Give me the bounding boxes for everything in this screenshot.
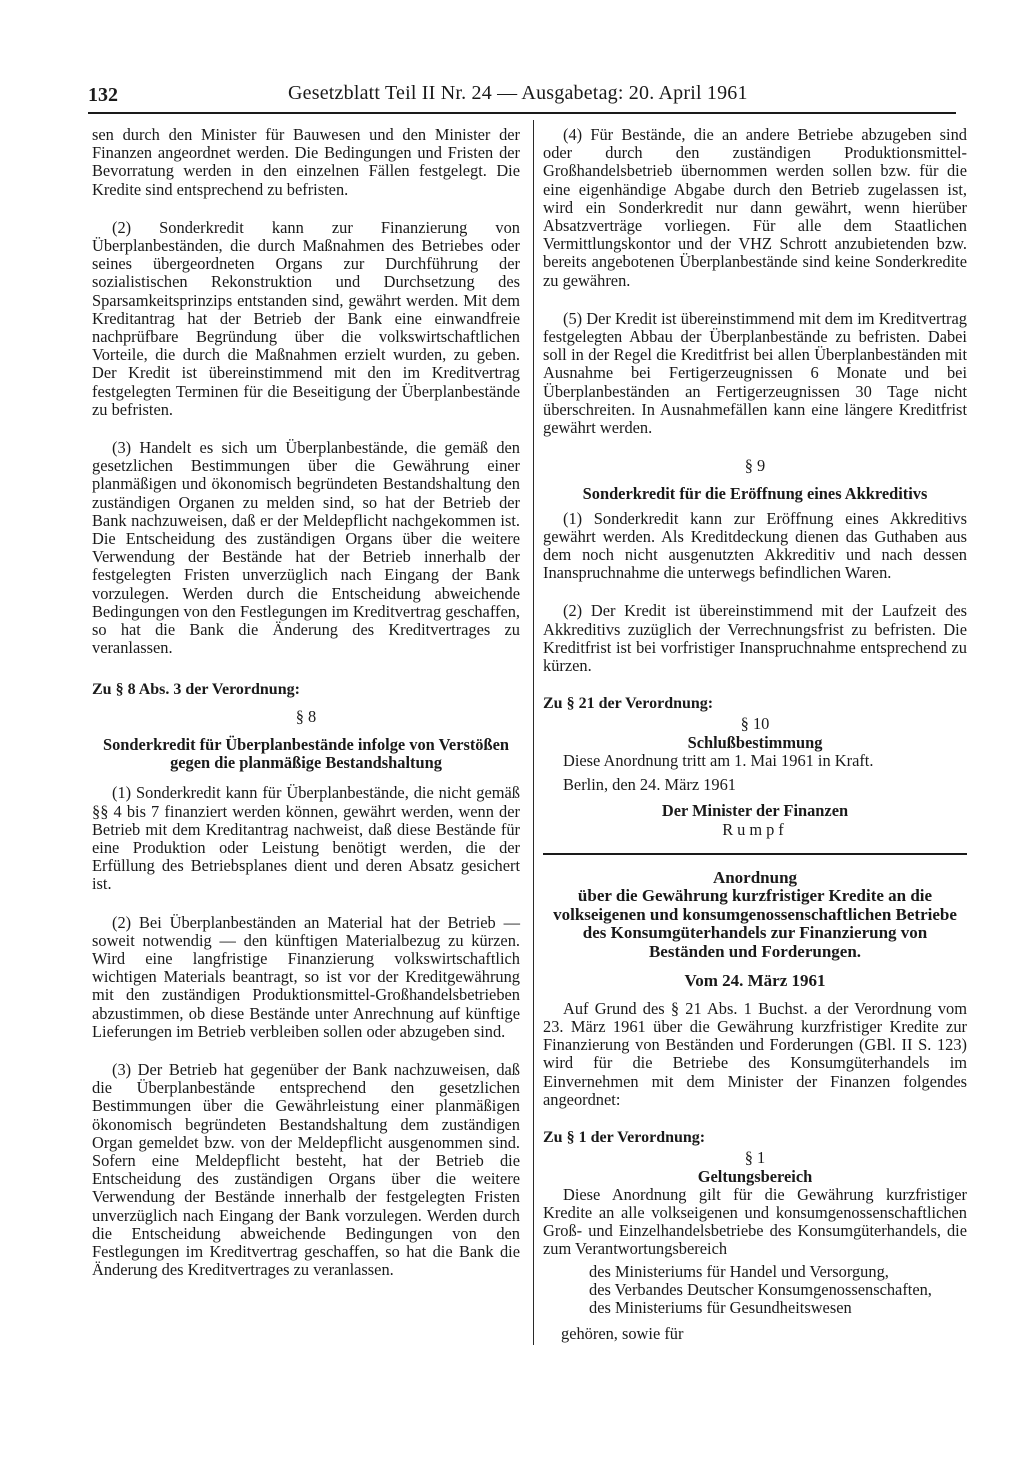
list-item: des Ministeriums für Gesundheitswesen: [589, 1297, 852, 1317]
running-title: Gesetzblatt Teil II Nr. 24 — Ausgabetag: 20. April 1961: [288, 82, 748, 104]
paragraph: (2) Der Kredit ist übereinstimmend mit der Laufzeit des Akkreditivs zuzüglich der Verrechnungsfrist zu befristen. Die Kreditfrist ist bei vorfristiger Inanspruchnahme entsprechend zu kürzen.: [543, 601, 967, 676]
paragraph: Auf Grund des § 21 Abs. 1 Buchst. a der Verordnung vom 23. März 1961 über die Gewährung kurzfristiger Kredite zur Finanzierung von Beständen und Forderungen (GBl. II S. 123) wird für die Betriebe des Konsumgüterhandels im Einvernehmen mit dem Minister der Finanzen folgendes angeordnet:: [543, 998, 967, 1109]
paragraph: (3) Der Betrieb hat gegenüber der Bank nachzuweisen, daß die Überplanbestände entsprechend den gesetzlichen Bestimmungen über die Gewährleistung einer planmäßigen ökonomisch begründeten Bestandshaltung dem zuständigen Organ gemeldet bzw. von der Meldepflicht ausgenommen sind. Sofern eine Meldepflicht besteht, hat der Betrieb die Entscheidung des zuständigen Organs über die weitere Verwendung der Bestände innerhalb der festgelegten Fristen unverzüglich nach Eingang der Bank vorzulegen. Werden durch die Entscheidung abweichende Bedingungen von den Festlegungen im Kreditvertrag geschaffen, so hat die Bank die Änderung des Kreditvertrages zu veranlassen.: [92, 1059, 520, 1280]
section-number: § 1: [744, 1148, 766, 1168]
place-date: Berlin, den 24. März 1961: [563, 775, 736, 795]
ordinance-date: Vom 24. März 1961: [684, 970, 826, 990]
right-column: [543, 126, 967, 1343]
paragraph: Diese Anordnung tritt am 1. Mai 1961 in Kraft.: [563, 750, 874, 770]
section-number: § 9: [744, 456, 766, 476]
paragraph: Diese Anordnung gilt für die Gewährung kurzfristiger Kredite an alle volkseigenen und konsumgenossenschaftlichen Groß- und Einzelhandelsbetriebe des Konsumgüterhandels, die zum Verantwortungsbereich: [543, 1184, 967, 1259]
column-divider: [533, 120, 534, 1345]
paragraph: (2) Sonderkredit kann zur Finanzierung von Überplanbeständen, die durch Maßnahmen des Betriebes oder seines übergeordneten Organs zur Durchführung der sozialistischen Rekonstruktion und Durchsetzung des Sparsamkeitsprinzips entstanden sind, gewährt werden. Mit dem Kreditantrag hat der Betrieb der Bank eine einwandfreie nachprüfbare Begründung über die volkswirtschaftlichen Vorteile, die durch die Maßnahmen erzielt wurden, zu geben. Der Kredit ist übereinstimmend mit den im Kreditvertrag festgelegten Terminen für die Beseitigung der Überplanbestände zu befristen.: [92, 217, 520, 419]
ordinance-title-line: Anordnung: [712, 867, 798, 887]
paragraph: (1) Sonderkredit kann für Überplanbestände, die nicht gemäß §§ 4 bis 7 finanziert werden können, gewährt werden, wenn der Betrieb mit dem Kreditantrag nachweist, daß diese Bestände für eine Produktion oder Leistung benötigt werden, die der Erfüllung des Betriebsplanes dient und deren Absatz gesichert ist.: [92, 783, 520, 894]
ordinance-reference-heading: Zu § 1 der Verordnung:: [543, 1129, 706, 1147]
signer-name: Rumpf: [722, 819, 788, 839]
list-item: des Ministeriums für Handel und Versorgung,: [589, 1261, 889, 1281]
section-title: Sonderkredit für Überplanbestände infolge von Verstößen gegen die planmäßige Bestandshaltung: [102, 734, 510, 773]
signer-office: Der Minister der Finanzen: [661, 801, 849, 821]
ordinance-title-subject: über die Gewährung kurzfristiger Kredite an die volkseigenen und konsumgenossenschaftlichen Betriebe des Konsumgüterhandels zur Finanzierung von Beständen und Forderungen.: [553, 886, 957, 962]
section-number: § 8: [295, 706, 317, 726]
page-header: [88, 78, 956, 114]
paragraph: (3) Handelt es sich um Überplanbestände, die gemäß den gesetzlichen Bestimmungen über die Gewährung einer planmäßigen und ökonomisch begründeten Bestandshaltung den zuständigen Organen zu melden sind, so hat der Betrieb der Bank nachzuweisen, daß er der Meldepflicht nachgekommen ist. Die Entscheidung des zuständigen Organs über die weitere Verwendung der Bestände hat der Betrieb innerhalb der festgelegten Fristen unverzüglich nach Eingang der Bank vorzulegen. Werden durch die Entscheidung abweichende Bedingungen von den Festlegungen im Kreditvertrag geschaffen, so hat die Bank die Änderung des Kreditvertrages zu veranlassen.: [92, 438, 521, 658]
section-title: Schlußbestimmung: [687, 732, 823, 752]
page-number: 132: [88, 84, 118, 106]
ordinance-title: [543, 869, 967, 962]
section-divider: [543, 853, 967, 855]
paragraph: sen durch den Minister für Bauwesen und den Minister der Finanzen angeordnet werden. Die Bedingungen und Fristen der Bevorratung werden in den einzelnen Fällen festgelegt. Die Kredite sind entsprechend zu befristen.: [92, 125, 520, 199]
paragraph: (5) Der Kredit ist übereinstimmend mit dem im Kreditvertrag festgelegten Abbau der Überplanbestände zu befristen. Dabei soll in der Regel die Kreditfrist bei allen Überplanbeständen mit Ausnahme bei Fertigerzeugnissen 6 Monate und bei Überplanbeständen an Fertigerzeugnissen 30 Tage nicht überschreiten. In Ausnahmefällen kann eine längere Kreditfrist gewährt werden.: [543, 308, 967, 438]
section-title: Geltungsbereich: [697, 1166, 813, 1186]
paragraph: (1) Sonderkredit kann zur Eröffnung eines Akkreditivs gewährt werden. Als Kreditdeckung dienen das Guthaben aus dem noch nicht ausgenutzten Akkreditiv und nach dessen Inanspruchnahme die unterwegs befindlichen Waren.: [543, 508, 967, 583]
section-number: § 10: [740, 714, 770, 734]
paragraph: (4) Für Bestände, die an andere Betriebe abzugeben sind oder durch den zuständigen Produktionsmittel-Großhandelsbetrieb übernommen werden sollen bzw. für die eine eigenhändige Abgabe durch den Betrieb zugelassen ist, wird ein Sonderkredit nur dann gewährt, wenn hierüber Absatzverträge vorliegen. Für alle dem Staatlichen Vermittlungskontor und der VHZ Schrott anzubietenden bzw. bereits angebotenen Überplanbestände sind keine Sonderkredite zu gewähren.: [543, 125, 967, 290]
section-title: Sonderkredit für die Eröffnung eines Akkreditivs: [582, 484, 928, 504]
ordinance-reference-heading: Zu § 21 der Verordnung:: [543, 695, 714, 713]
paragraph: (2) Bei Überplanbeständen an Material hat der Betrieb — soweit notwendig — den künftigen Materialbezug zu kürzen. Wird eine langfristige Finanzierung volkswirtschaftlich wichtigen Materials beantragt, so ist vor der Kreditgewährung mit den zuständigen Produktionsmittel-Großhandelsbetrieben abzustimmen, ob diese Bestände unter Anrechnung auf künftige Lieferungen im Betrieb verbleiben sollen oder abzugeben sind.: [92, 912, 520, 1041]
list-item: des Verbandes Deutscher Konsumgenossenschaften,: [589, 1279, 932, 1299]
ordinance-reference-heading: Zu § 8 Abs. 3 der Verordnung:: [92, 681, 300, 699]
left-column: [92, 126, 520, 1299]
paragraph: gehören, sowie für: [561, 1324, 684, 1344]
